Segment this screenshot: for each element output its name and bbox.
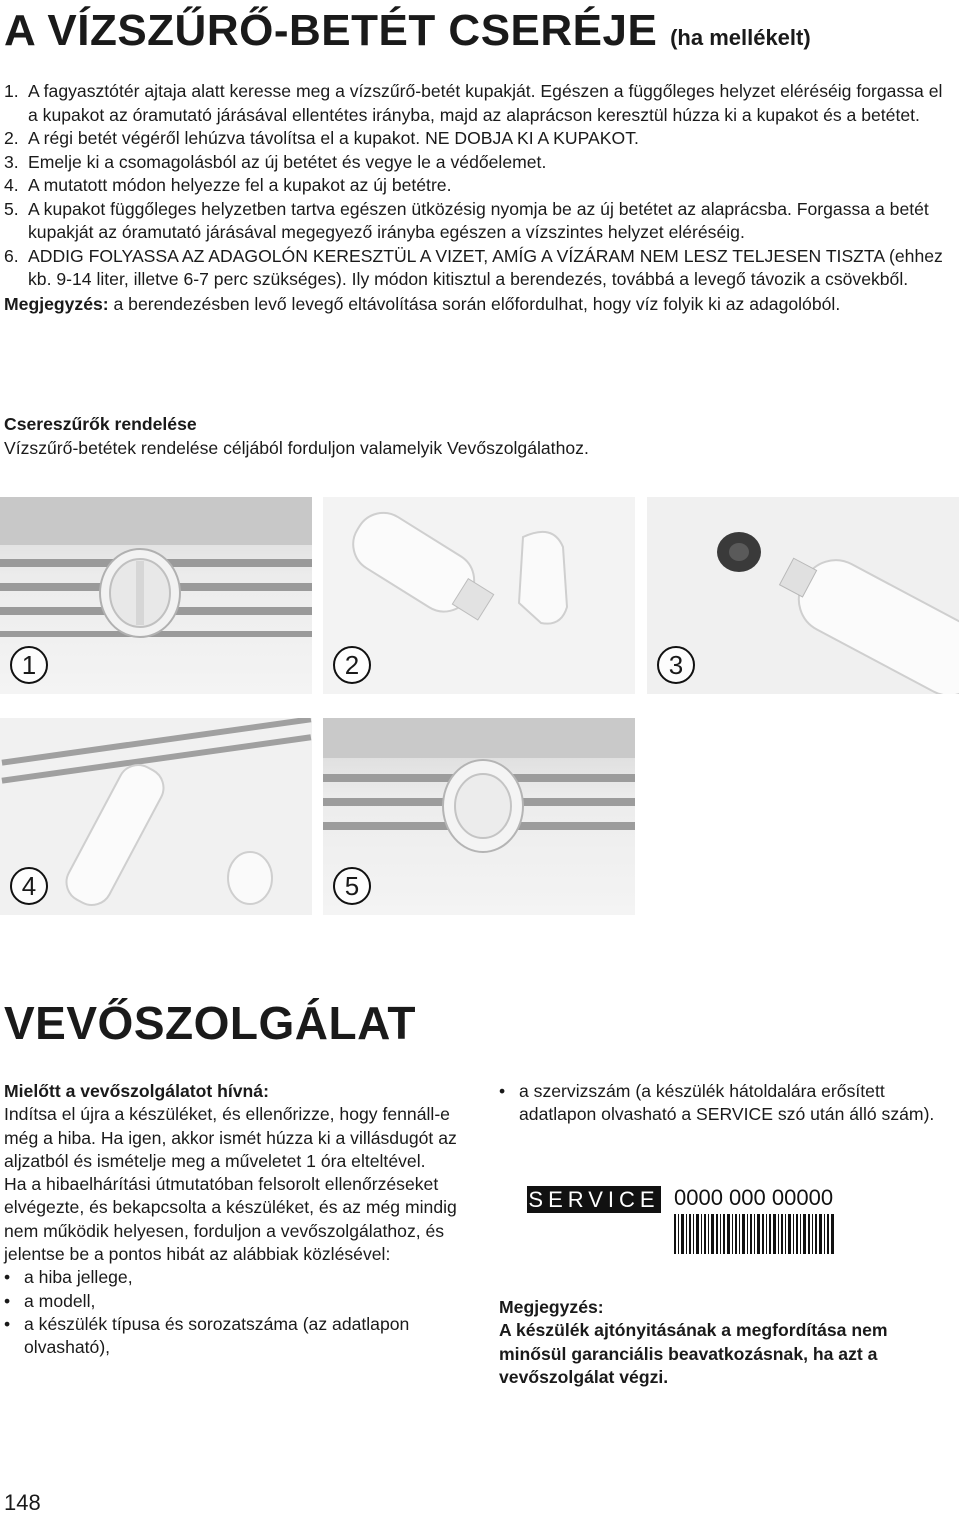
service-note-label: Megjegyzés: xyxy=(499,1297,604,1317)
step-text: ADDIG FOLYASSA AZ ADAGOLÓN KERESZTÜL A VIZET, AMÍG A VÍZÁRAM NEM LESZ TELJESEN TISZTA (ehhez kb. 9-14 liter, illetve 6-7 perc szükséges). Ily módon kitisztul a berendezés, továbbá a levegő távozik a csövekből. xyxy=(28,245,943,289)
photo-number-badge: 4 xyxy=(10,867,48,905)
photo-step-4 xyxy=(0,718,312,915)
bullet-text: a készülék típusa és sorozatszáma (az adatlapon olvasható), xyxy=(24,1313,410,1358)
step-1 xyxy=(4,80,949,127)
list-item: • a készülék típusa és sorozatszáma (az adatlapon olvasható), xyxy=(4,1313,464,1360)
photo-step-3 xyxy=(647,497,959,694)
step-number: 3. xyxy=(4,151,19,172)
photo-step-1 xyxy=(0,497,312,694)
service-paragraph-2: Ha a hibaelhárítási útmutatóban felsorolt ellenőrzéseket elvégezte, és bekapcsolta a készüléket, és az még mindig nem működik helyesen, forduljon a vevőszolgálathoz, és jelentse be a pontos hibát az alábbiak közlésével: xyxy=(4,1174,457,1265)
order-heading: Csereszűrők rendelése xyxy=(4,414,197,434)
order-text: Vízszűrő-betétek rendelése céljából forduljon valamelyik Vevőszolgálathoz. xyxy=(4,437,589,458)
list-item: • a modell, xyxy=(4,1290,464,1313)
instructions-list xyxy=(4,80,949,316)
step-text: A kupakot függőleges helyzetben tartva egészen ütközésig nyomja be az új betétet az alaprácsba. Forgassa a betét kupakját az óramutató járásával megegyező irányba egészen a vízszintes helyzet eléréséig. xyxy=(28,198,929,242)
order-section xyxy=(4,413,589,460)
bullet-text: a szervizszám (a készülék hátoldalára erősített adatlapon olvasható a SERVICE szó után álló szám). xyxy=(519,1081,935,1125)
title-subtitle: (ha mellékelt) xyxy=(670,25,811,50)
list-item: • a szervizszám (a készülék hátoldalára erősített adatlapon olvasható a SERVICE szó után álló szám). xyxy=(499,1080,939,1127)
page-number: 148 xyxy=(4,1490,41,1515)
photo-number-badge: 1 xyxy=(10,646,48,684)
service-label: SERVICE xyxy=(528,1187,660,1212)
barcode-icon xyxy=(674,1214,836,1254)
step-number: 2. xyxy=(4,128,19,148)
note-text: a berendezésben levő levegő eltávolítása során előfordulhat, hogy víz folyik ki az adagolóból. xyxy=(108,293,841,314)
photo-number-badge: 2 xyxy=(333,646,371,684)
service-number: 0000 000 00000 xyxy=(674,1185,834,1210)
service-right-column xyxy=(499,1080,939,1127)
step-text: A mutatott módon helyezze fel a kupakot az új betétre. xyxy=(28,175,452,195)
bullet-text: a modell, xyxy=(24,1290,96,1311)
service-note-text: A készülék ajtónyitásának a megfordítása nem minősül garanciális beavatkozásnak, ha azt a vevőszolgálat végzi. xyxy=(499,1320,888,1387)
list-item: • a hiba jellege, xyxy=(4,1266,464,1289)
photo-number-badge: 5 xyxy=(333,867,371,905)
step-number: 4. xyxy=(4,175,19,195)
photo-step-2 xyxy=(323,497,635,694)
title-main: A VÍZSZŰRŐ-BETÉT CSERÉJE xyxy=(4,6,658,55)
step-3 xyxy=(4,151,949,175)
note xyxy=(4,293,949,317)
note-label: Megjegyzés: xyxy=(4,293,109,314)
step-4 xyxy=(4,174,949,198)
service-note xyxy=(499,1296,949,1389)
step-text: Emelje ki a csomagolásból az új betétet és vegye le a védőelemet. xyxy=(28,151,547,172)
service-heading: VEVŐSZOLGÁLAT xyxy=(4,997,416,1049)
service-paragraph-1: Indítsa el újra a készüléket, és ellenőrizze, hogy fennáll-e még a hiba. Ha igen, akkor ismét húzza ki a villásdugót az aljzatból és ismételje meg a műveletet 1 óra elteltével. xyxy=(4,1104,457,1171)
step-6 xyxy=(4,245,949,292)
bullet-text: a hiba jellege, xyxy=(24,1267,133,1288)
step-2 xyxy=(4,127,949,151)
service-left-column xyxy=(4,1080,464,1360)
step-text: A régi betét végéről lehúzva távolítsa el a kupakot. NE DOBJA KI A KUPAKOT. xyxy=(28,128,639,148)
step-number: 1. xyxy=(4,81,19,101)
page-title xyxy=(4,6,811,56)
before-call-heading: Mielőtt a vevőszolgálatot hívná: xyxy=(4,1081,269,1101)
step-text: A fagyasztótér ajtaja alatt keresse meg a vízszűrő-betét kupakját. Egészen a függőleges helyzet eléréséig forgassa el a kupakot az óramutató járásával ellentétes irányba, majd az alaprácson keresztül húzza ki a kupakot és a betétet. xyxy=(28,81,943,125)
step-number: 5. xyxy=(4,198,19,219)
photo-step-5 xyxy=(323,718,635,915)
photo-number-badge: 3 xyxy=(657,646,695,684)
step-number: 6. xyxy=(4,245,19,266)
step-5 xyxy=(4,198,949,245)
